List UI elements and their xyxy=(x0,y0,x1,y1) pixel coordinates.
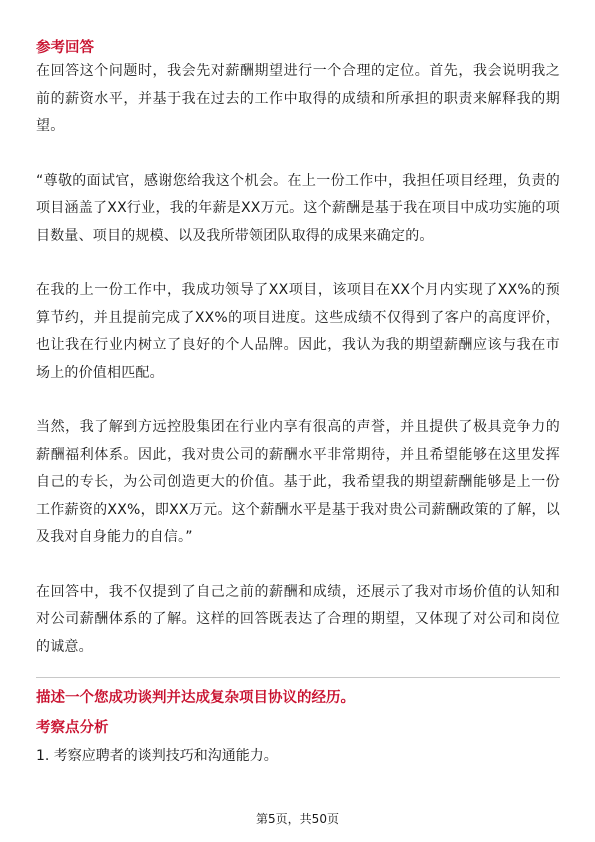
answer-paragraph-5: 在回答中，我不仅提到了自己之前的薪酬和成绩，还展示了我对市场价值的认知和对公司薪酬体系的了解。这样的回答既表达了合理的期望，又体现了对公司和岗位的诚意。 xyxy=(36,583,560,655)
analysis-title: 考察点分析 xyxy=(36,720,109,736)
answer-paragraph-3: 在我的上一份工作中，我成功领导了XX项目，该项目在XX个月内实现了XX%的预算节约，并且提前完成了XX%的项目进度。这些成绩不仅得到了客户的高度评价，也让我在行业内树立了良好的个人品牌。因此，我认为我的期望薪酬应该与我在市场上的价值相匹配。 xyxy=(36,282,560,381)
document-page xyxy=(36,38,560,768)
answer-paragraph-1: 在回答这个问题时，我会先对薪酬期望进行一个合理的定位。首先，我会说明我之前的薪资水平，并基于我在过去的工作中取得的成绩和所承担的职责来解释我的期望。 xyxy=(36,63,560,134)
reference-answer-title: 参考回答 xyxy=(36,40,94,56)
analysis-point-1: 1. 考察应聘者的谈判技巧和沟通能力。 xyxy=(36,748,278,764)
question-title: 描述一个您成功谈判并达成复杂项目协议的经历。 xyxy=(36,690,355,706)
page-number: 第5页，共50页 xyxy=(256,812,339,826)
section-divider xyxy=(36,677,560,678)
answer-paragraph-2: “尊敬的面试官，感谢您给我这个机会。在上一份工作中，我担任项目经理，负责的项目涵盖了XX行业，我的年薪是XX万元。这个薪酬是基于我在项目中成功实施的项目数量、项目的规模、以及我所带领团队取得的成果来确定的。 xyxy=(36,172,560,244)
answer-paragraph-4: 当然，我了解到方远控股集团在行业内享有很高的声誉，并且提供了极具竞争力的薪酬福利体系。因此，我对贵公司的薪酬水平非常期待，并且希望能够在这里发挥自己的专长，为公司创造更大的价值。基于此，我希望我的期望薪酬能够是上一份工作薪资的XX%，即XX万元。这个薪酬水平是基于我对贵公司薪酬政策的了解，以及我对自身能力的自信。” xyxy=(36,419,560,545)
